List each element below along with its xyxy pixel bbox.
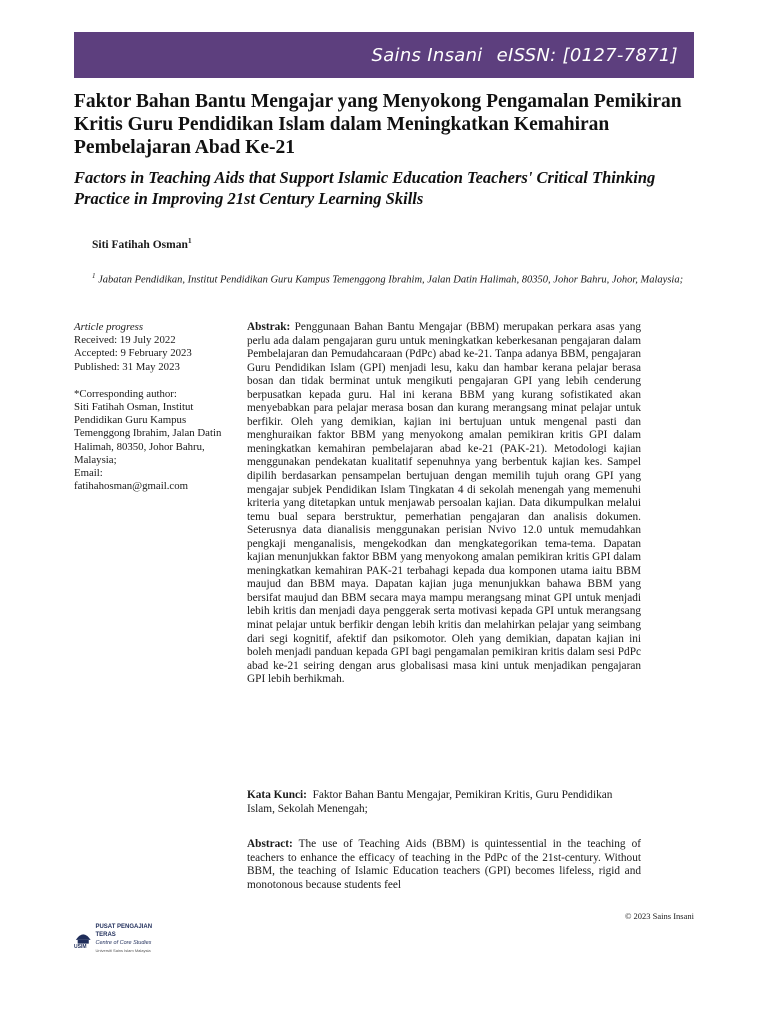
email-address[interactable]: fatihahosman@gmail.com	[74, 480, 188, 493]
article-sidebar	[74, 321, 234, 493]
paper-title-english: Factors in Teaching Aids that Support Islamic Education Teachers' Critical Thinking Practice in Improving 21st Century Learning Skills	[74, 168, 656, 208]
abstrak-label: Abstrak:	[247, 321, 291, 333]
affiliation-sup: 1	[92, 272, 96, 280]
author-sup: 1	[187, 236, 192, 245]
published-date: Published: 31 May 2023	[74, 360, 180, 373]
corresponding-label: *Corresponding author:	[74, 387, 177, 400]
affiliation	[92, 269, 698, 288]
copyright-notice: © 2023 Sains Insani	[624, 911, 694, 921]
paper-title-malay: Faktor Bahan Bantu Mengajar yang Menyokong Pengamalan Pemikiran Kritis Guru Pendidikan Islam dalam Meningkatkan Kemahiran Pembelajaran Abad Ke-21	[74, 91, 682, 158]
affiliation-text: Jabatan Pendidikan, Institut Pendidikan Guru Kampus Temenggong Ibrahim, Jalan Datin Halimah, 80350, Johor Bahru, Johor, Malaysia;	[98, 274, 684, 286]
corresponding-details: Siti Fatihah Osman, Institut Pendidikan Guru Kampus Temenggong Ibrahim, Jalan Datin Halimah, 80350, Johor Bahru, Malaysia;	[74, 401, 222, 466]
journal-name: Sains Insani	[371, 44, 483, 66]
received-date: Received: 19 July 2022	[74, 334, 176, 347]
logo-line2: Centre of Core Studies	[95, 940, 152, 946]
journal-issn: eISSN: [0127-7871]	[496, 44, 678, 66]
logo-usim: USIM	[74, 944, 87, 950]
article-progress-title: Article progress	[74, 321, 144, 333]
abstrak	[247, 321, 641, 687]
logo-text	[95, 923, 168, 955]
core-studies-logo	[74, 925, 168, 953]
author	[92, 236, 192, 251]
kata-kunci-text: Faktor Bahan Bantu Mengajar, Pemikiran Kritis, Guru Pendidikan Islam, Sekolah Menengah;	[247, 789, 613, 815]
author-name: Siti Fatihah Osman	[92, 238, 188, 251]
logo-line3: Universiti Sains Islam Malaysia	[95, 948, 151, 953]
abstract-english	[247, 838, 641, 892]
abstrak-text: Penggunaan Bahan Bantu Mengajar (BBM) merupakan perkara asas yang perlu ada dalam pengajaran guru untuk meningkatkan keberkesanan pengajaran dalam Pembelajaran dan Pemudahcaraan (PdPc) abad ke-21. Tanpa adanya BBM, pengajaran Guru Pendidikan Islam (GPI) menjadi lesu, kaku dan hambar kerana pelajar berasa bosan dan tidak berminat untuk mengikuti pengajaran GPI yang lebih cenderung berpusatkan kepada guru. Hal ini kerana BBM yang kurang sofistikated akan menyebabkan para pelajar merasa bosan dan kurang merangsang minat pelajar untuk berfikir. Oleh yang demikian, kajian ini bertujuan untuk mengenal pasti dan menghuraikan faktor BBM yang menyokong amalan pemikiran kritis GPI dalam meningkatkan kemahiran pembelajaran abad ke-21 (PAK-21). Metodologi kajian menggunakan pendekatan kualitatif sepenuhnya yang berbentuk kajian kes. Sampel dipilih berdasarkan pensampelan bertujuan dengan memilih tujuh orang GPI yang mengajar subjek Pendidikan Islam Tingkatan 4 di sekolah menengah yang memenuhi kriteria yang ditetapkan untuk menjawab persoalan kajian. Data dikumpulkan melalui temu bual separa berstruktur, pemerhatian pengajaran dan analisis dokumen. Seterusnya data dianalisis menggunakan perisian Nvivo 12.0 untuk memudahkan pengkaji menganalisis, mengekodkan dan mengkategorikan tema-tema. Dapatan kajian menunjukkan faktor BBM yang menyokong amalan pemikiran kritis GPI dalam meningkatkan kemahiran PAK-21 terbahagi kepada dua komponen utama iaitu BBM maujud dan BBM maya. Dapatan kajian juga menunjukkan bahawa BBM yang bersifat maujud dan BBM secara maya mampu merangsang minat GPI untuk menjadi lebih kritis dan menjadi daya penggerak serta motivasi kepada GPI untuk merangsang minat pelajar untuk berfikir dengan lebih kritis dan melahirkan pelajar yang seimbang dari segi kognitif, afektif dan psikomotor. Oleh yang demikian, dapatan kajian ini boleh menjadi panduan kepada GPI bagi pengamalan pemikiran kritis dalam sesi PdPc abad ke-21 seiring dengan arus globalisasi masa kini untuk menjadikan pengajaran GPI lebih berhikmah.	[247, 321, 642, 686]
logo-line1: PUSAT PENGAJIAN TERAS	[95, 924, 153, 938]
journal-banner	[74, 32, 694, 78]
accepted-date: Accepted: 9 February 2023	[74, 347, 192, 360]
abstract-en-text: The use of Teaching Aids (BBM) is quintessential in the teaching of teachers to enhance the efficacy of teaching in the PdPc of the 21st-century. Without BBM, the teaching of Islamic Education teachers (GPI) becomes lifeless, rigid and monotonous because students feel	[247, 838, 641, 891]
kata-kunci-label: Kata Kunci:	[247, 789, 307, 801]
email-label: Email:	[74, 467, 103, 480]
abstract-en-label: Abstract:	[247, 838, 293, 850]
kata-kunci	[247, 788, 641, 816]
